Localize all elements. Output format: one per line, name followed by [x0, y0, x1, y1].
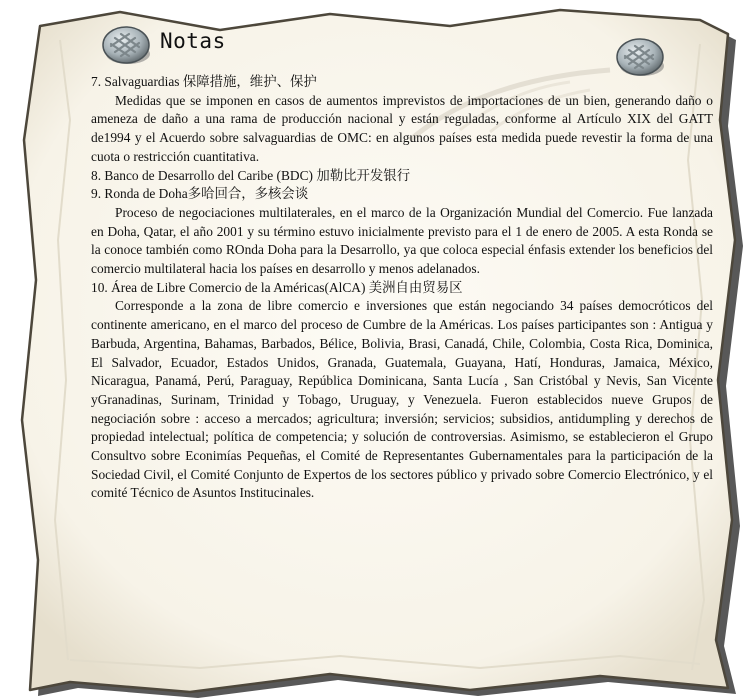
- note-body: Corresponde a la zona de libre comercio e inversiones que están negociando 34 países democróticos del continente americano, en el marco del proceso de Cumbre de la Américas. Los países participantes son : Antigua y Barbuda, Argentina, Bahamas, Barbados, Bélice, Bolivia, Brasi, Canadá, Chile, Colombia, Costa Rica, Dominica, El Salvador, Ecuador, Estados Unidos, Granada, Guatemala, Guayana, Hatí, Honduras, Jamaica, México, Nicaragua, Panamá, Perú, Paraguay, República Dominicana, Santa Lucía , San Cristóbal y Nevis, San Vicente yGranadinas, Surinam, Trinidad y Tobago, Uruguay, y Venezuela. Fueron establecidos nueve Grupos de negociación sobre : acceso a mercados; agricultura; inversión; servicios; subsidios, antidumpling y derechos de propiedad intelectual; política de competencia; y solución de controversias. Asimismo, se establecieron el Grupo Consultvo sobre Econimías Pequeñas, el Comité de Representantes Gubernamentales para la participación de la Sociedad Civil, el Comité Conjunto de Expertos de los sectores público y privado sobre Comercio Electrónico, y el comité Técnico de Asuntos Institucinales.: [91, 298, 713, 501]
- note-item: [91, 279, 713, 503]
- note-heading: 9. Ronda de Doha多哈回合，多核会谈: [91, 186, 309, 202]
- pushpin-icon: [614, 36, 666, 78]
- notes-content: [91, 73, 713, 503]
- note-body: Proceso de negociaciones multilaterales, en el marco de la Organización Mundial del Comercio. Fue lanzada en Doha, Qatar, el año 2001 y su término estuvo inicialmente previsto para el 1 de enero de 2005. A esta Ronda se la conoce también como ROnda Doha para la Desarrollo, ya que coloca especial énfasis extender los beneficios del comercio multilateral hacia los países en desarrollo y menos adelanados.: [91, 204, 713, 277]
- note-heading: 8. Banco de Desarrollo del Caribe (BDC) 加勒比开发银行: [91, 167, 411, 183]
- note-item: [91, 185, 713, 279]
- note-item: [91, 167, 713, 186]
- note-item: [91, 73, 713, 167]
- page-title: Notas: [160, 29, 226, 53]
- note-body: Medidas que se imponen en casos de aumentos imprevistos de importaciones de un bien, generando daño o ameneza de daño a una rama de producción nacional y están reguladas, conforme al Artículo XIX del GATT de1994 y el Acuerdo sobre salvaguardias de OMC: en algunos países esta medida puede revestir la forma de una cuota o restricción cuantitativa.: [91, 92, 713, 164]
- note-heading: 10. Área de Libre Comercio de la Américas(AlCA) 美洲自由贸易区: [91, 279, 463, 295]
- note-heading: 7. Salvaguardias 保障措施，维护、保护: [91, 74, 317, 89]
- pushpin-icon: [100, 24, 152, 66]
